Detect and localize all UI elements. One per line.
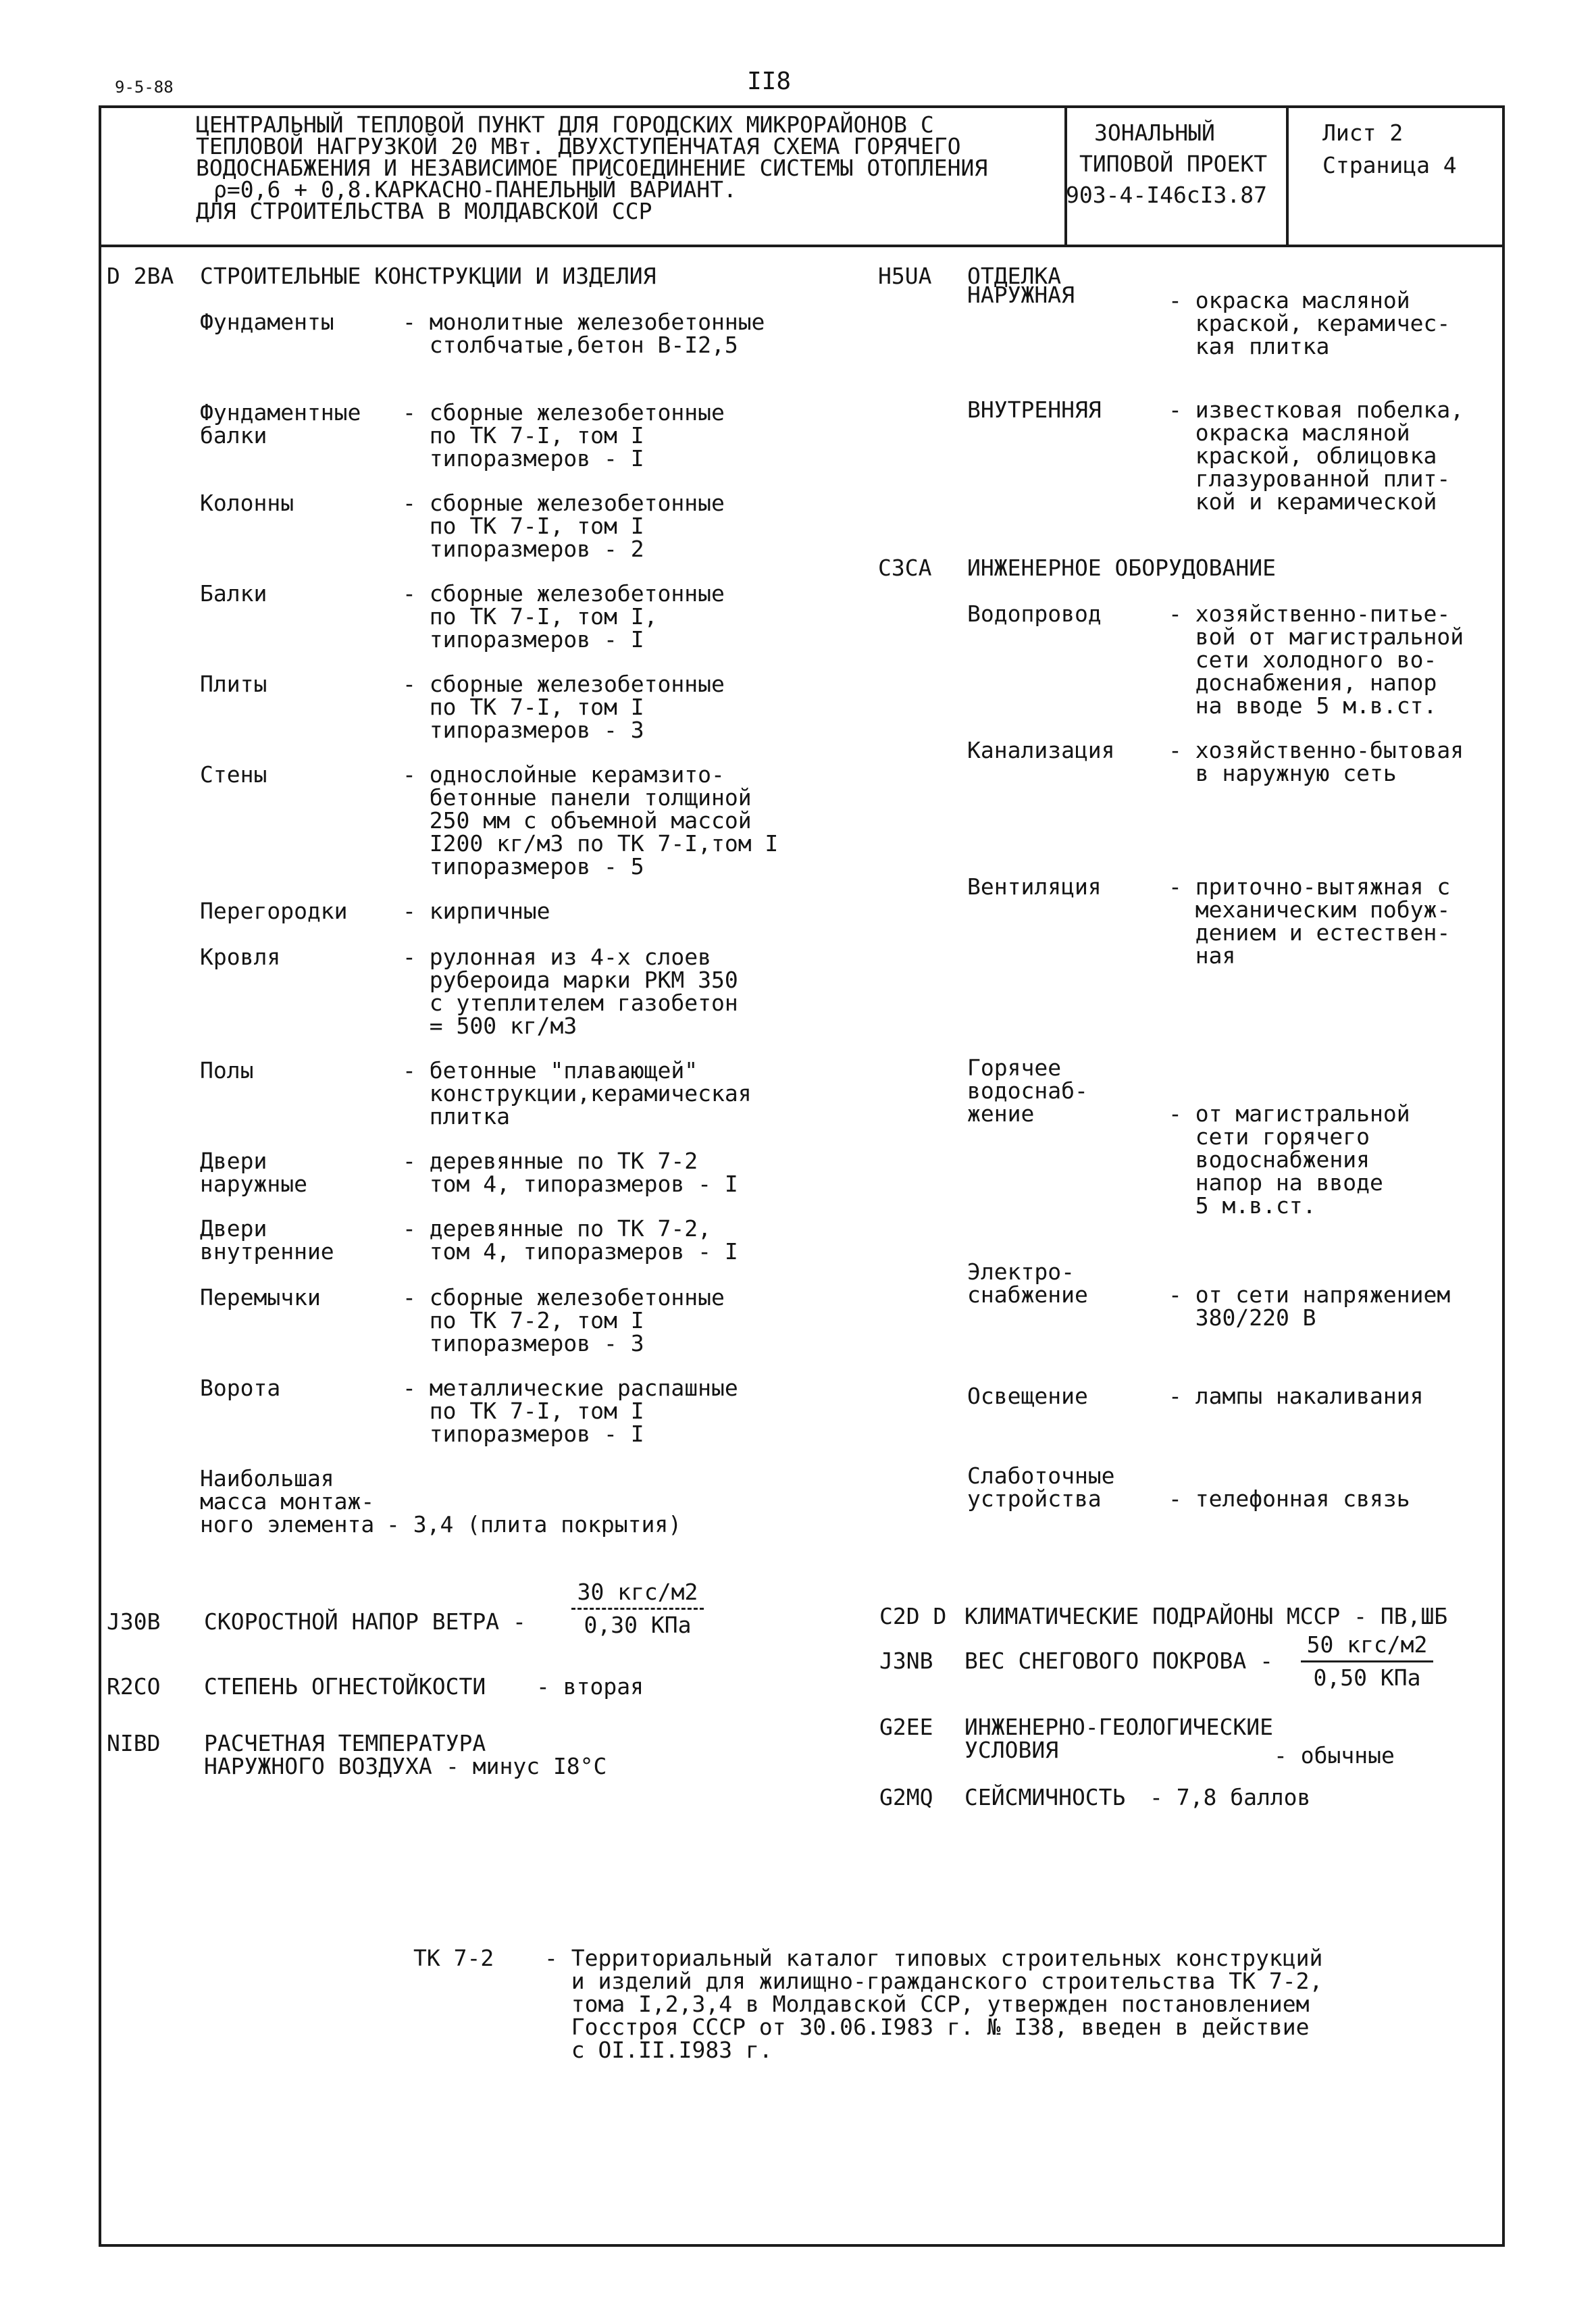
wind-label: СКОРОСТНОЙ НАПОР ВЕТРА - bbox=[204, 1608, 526, 1635]
footnote-term: ТК 7-2 bbox=[413, 1945, 494, 1971]
item-text: - деревянные по ТК 7-2, bbox=[403, 1215, 711, 1242]
item-text: по ТК 7-2, том I bbox=[403, 1307, 644, 1333]
item-label: Электро- bbox=[967, 1259, 1075, 1285]
stamp-title-line: ρ=0,6 + 0,8.КАРКАСНО-ПАНЕЛЬНЫЙ ВАРИАНТ. bbox=[213, 176, 737, 203]
item-text: водоснабжения bbox=[1168, 1146, 1370, 1173]
footnote-line: Госстроя СССР от 30.06.I983 г. № I38, введен в действие bbox=[544, 2014, 1310, 2040]
wind-denominator: 0,30 КПа bbox=[584, 1612, 692, 1638]
finishing-text: краской, облицовка bbox=[1168, 442, 1437, 469]
item-label: Горячее bbox=[967, 1054, 1062, 1081]
item-text: по ТК 7-I, том I, bbox=[403, 603, 658, 630]
item-text: - лампы накаливания bbox=[1168, 1383, 1424, 1409]
section-code: H5UA bbox=[878, 263, 932, 289]
item-label: устройства bbox=[967, 1485, 1102, 1512]
item-label: Кровля bbox=[200, 944, 281, 970]
item-text: - монолитные железобетонные bbox=[403, 309, 765, 335]
page-label: Страница 4 bbox=[1322, 152, 1457, 178]
item-text: на вводе 5 м.в.ст. bbox=[1168, 692, 1437, 719]
item-label: Балки bbox=[200, 580, 267, 607]
item-text: типоразмеров - I bbox=[403, 445, 644, 472]
param-code: G2MQ bbox=[879, 1784, 933, 1810]
item-label: Фундаментные bbox=[200, 399, 361, 426]
temp-label: НАРУЖНОГО ВОЗДУХА bbox=[204, 1753, 432, 1779]
finishing-heading: НАРУЖНАЯ bbox=[967, 282, 1075, 308]
param-code: J3NB bbox=[879, 1648, 933, 1674]
item-text: типоразмеров - 2 bbox=[403, 536, 644, 562]
item-text: - сборные железобетонные bbox=[403, 1284, 725, 1311]
climate-text: КЛИМАТИЧЕСКИЕ ПОДРАЙОНЫ МССР - ПВ,ШБ bbox=[964, 1603, 1448, 1629]
item-text: типоразмеров - 3 bbox=[403, 717, 644, 743]
footnote-line: с OI.II.I983 г. bbox=[544, 2037, 773, 2063]
stamp-bottom-rule bbox=[99, 245, 1505, 247]
item-text: 250 мм с объемной массой bbox=[403, 807, 752, 834]
item-label: Перегородки bbox=[200, 898, 348, 924]
item-label: Стены bbox=[200, 761, 267, 788]
item-text: с утеплителем газобетон bbox=[403, 990, 738, 1016]
item-label: Фундаменты bbox=[200, 309, 334, 335]
item-text: - кирпичные bbox=[403, 898, 550, 924]
item-text: - хозяйственно-бытовая bbox=[1168, 737, 1464, 763]
item-label: Освещение bbox=[967, 1383, 1088, 1409]
item-label: Перемычки bbox=[200, 1284, 321, 1311]
item-text: - деревянные по ТК 7-2 bbox=[403, 1148, 698, 1174]
item-text: плитка bbox=[403, 1103, 510, 1129]
item-text: - рулонная из 4-х слоев bbox=[403, 944, 711, 970]
item-text: том 4, типоразмеров - I bbox=[403, 1238, 738, 1265]
item-label: Вентиляция bbox=[967, 873, 1102, 900]
geo-value: - обычные bbox=[1274, 1742, 1395, 1769]
finishing-text: - известковая побелка, bbox=[1168, 397, 1464, 423]
section-code: C3CA bbox=[878, 555, 932, 581]
project-line: ТИПОВОЙ ПРОЕКТ bbox=[1079, 151, 1268, 177]
item-text: напор на вводе bbox=[1168, 1169, 1383, 1196]
finishing-text: - окраска масляной bbox=[1168, 287, 1410, 313]
param-code: R2CO bbox=[107, 1673, 161, 1700]
item-text: ная bbox=[1168, 942, 1236, 969]
seismic-value: - 7,8 баллов bbox=[1150, 1784, 1311, 1810]
item-text: - однослойные керамзито- bbox=[403, 761, 725, 788]
finishing-heading: ОТДЕЛКА bbox=[967, 263, 1062, 289]
item-text: столбчатые,бетон B-I2,5 bbox=[403, 332, 738, 358]
item-label: Двери bbox=[200, 1215, 267, 1242]
finishing-text: кая плитка bbox=[1168, 333, 1330, 359]
item-text: - сборные железобетонные bbox=[403, 490, 725, 516]
item-text: - бетонные "плавающей" bbox=[403, 1057, 698, 1084]
item-text: - металлические распашные bbox=[403, 1375, 738, 1401]
item-text: - приточно-вытяжная с bbox=[1168, 873, 1451, 900]
item-text: по ТК 7-I, том I bbox=[403, 513, 644, 539]
item-text: механическим побуж- bbox=[1168, 896, 1451, 923]
item-label: Колонны bbox=[200, 490, 294, 516]
item-text: - от сети напряжением bbox=[1168, 1281, 1451, 1308]
item-text: бетонные панели толщиной bbox=[403, 784, 752, 811]
item-text: сети горячего bbox=[1168, 1123, 1370, 1150]
item-text: в наружную сеть bbox=[1168, 760, 1397, 786]
item-text: вой от магистральной bbox=[1168, 624, 1464, 650]
mass-label: масса монтаж- bbox=[200, 1488, 375, 1515]
geo-label: УСЛОВИЯ bbox=[964, 1737, 1059, 1763]
fraction-bar bbox=[1301, 1660, 1433, 1662]
footnote-line: - Территориальный каталог типовых строительных конструкций bbox=[544, 1945, 1323, 1971]
item-text: типоразмеров - I bbox=[403, 626, 644, 653]
item-text: I200 кг/м3 по ТК 7-I,том I bbox=[403, 830, 779, 857]
finishing-text: краской, керамичес- bbox=[1168, 310, 1451, 336]
item-text: по ТК 7-I, том I bbox=[403, 422, 644, 449]
item-text: том 4, типоразмеров - I bbox=[403, 1171, 738, 1197]
item-label: балки bbox=[200, 422, 267, 449]
stamp-title-line: ТЕПЛОВОЙ НАГРУЗКОЙ 20 МВт. ДВУХСТУПЕНЧАТАЯ СХЕМА ГОРЯЧЕГО bbox=[196, 133, 961, 159]
item-text: доснабжения, напор bbox=[1168, 669, 1437, 696]
snow-denominator: 0,50 КПа bbox=[1313, 1664, 1421, 1691]
footnote-line: и изделий для жилищно-гражданского строительства ТК 7-2, bbox=[544, 1968, 1323, 1994]
snow-numerator: 50 кгс/м2 bbox=[1306, 1631, 1428, 1658]
item-text: типоразмеров - 3 bbox=[403, 1330, 644, 1356]
geo-label: ИНЖЕНЕРНО-ГЕОЛОГИЧЕСКИЕ bbox=[964, 1714, 1273, 1740]
item-text: - телефонная связь bbox=[1168, 1485, 1410, 1512]
equipment-heading: ИНЖЕНЕРНОЕ ОБОРУДОВАНИЕ bbox=[967, 555, 1276, 581]
param-code: J30B bbox=[107, 1608, 161, 1635]
item-text: - сборные железобетонные bbox=[403, 671, 725, 697]
item-text: - от магистральной bbox=[1168, 1100, 1410, 1127]
item-text: - хозяйственно-питье- bbox=[1168, 601, 1451, 627]
param-code: G2EE bbox=[879, 1714, 933, 1740]
finishing-text: кой и керамической bbox=[1168, 488, 1437, 515]
param-code: C2D D bbox=[879, 1603, 947, 1629]
stamp-title-line: ДЛЯ СТРОИТЕЛЬСТВА В МОЛДАВСКОЙ ССР bbox=[196, 198, 652, 224]
item-label: наружные bbox=[200, 1171, 307, 1197]
item-label: Двери bbox=[200, 1148, 267, 1174]
item-label: жение bbox=[967, 1100, 1035, 1127]
stamp-title-line: ВОДОСНАБЖЕНИЯ И НЕЗАВИСИМОЕ ПРИСОЕДИНЕНИЕ СИСТЕМЫ ОТОПЛЕНИЯ bbox=[196, 155, 988, 181]
item-text: - сборные железобетонные bbox=[403, 399, 725, 426]
snow-label: ВЕС СНЕГОВОГО ПОКРОВА - bbox=[964, 1648, 1273, 1674]
finishing-inner-label: ВНУТРЕННЯЯ bbox=[967, 397, 1102, 423]
item-label: Слаботочные bbox=[967, 1463, 1115, 1489]
item-label: Канализация bbox=[967, 737, 1115, 763]
item-text: = 500 кг/м3 bbox=[403, 1013, 577, 1039]
item-label: Ворота bbox=[200, 1375, 281, 1401]
item-text: 380/220 В bbox=[1168, 1304, 1316, 1331]
sheet-label: Лист 2 bbox=[1322, 120, 1404, 146]
project-number: 903-4-I46cI3.87 bbox=[1066, 182, 1268, 208]
fire-label: СТЕПЕНЬ ОГНЕСТОЙКОСТИ bbox=[204, 1673, 486, 1700]
item-label: Полы bbox=[200, 1057, 254, 1084]
project-line: ЗОНАЛЬНЫЙ bbox=[1094, 120, 1215, 146]
mass-label: Наибольшая bbox=[200, 1465, 334, 1492]
temp-value: - минус I8°C bbox=[446, 1753, 607, 1779]
snow-fraction bbox=[1301, 1633, 1433, 1689]
stamp-divider-1 bbox=[1064, 105, 1067, 246]
item-text: типоразмеров - 5 bbox=[403, 853, 644, 880]
wind-numerator: 30 кгс/м2 bbox=[577, 1579, 698, 1605]
page-number: II8 bbox=[747, 68, 792, 95]
item-text: 5 м.в.ст. bbox=[1168, 1192, 1316, 1219]
item-text: по ТК 7-I, том I bbox=[403, 1398, 644, 1424]
document-code: 9-5-88 bbox=[115, 78, 174, 97]
stamp-title-line: ЦЕНТРАЛЬНЫЙ ТЕПЛОВОЙ ПУНКТ ДЛЯ ГОРОДСКИХ МИКРОРАЙОНОВ С bbox=[196, 111, 934, 138]
item-label: водоснаб- bbox=[967, 1077, 1088, 1104]
mass-label: ного элемента bbox=[200, 1511, 375, 1537]
item-text: сети холодного во- bbox=[1168, 646, 1437, 673]
wind-fraction bbox=[571, 1581, 704, 1637]
footnote-line: тома I,2,3,4 в Молдавской ССР, утвержден постановлением bbox=[544, 1991, 1310, 2017]
item-text: - сборные железобетонные bbox=[403, 580, 725, 607]
section-heading: СТРОИТЕЛЬНЫЕ КОНСТРУКЦИИ И ИЗДЕЛИЯ bbox=[200, 263, 657, 289]
section-code: D 2BA bbox=[107, 263, 174, 289]
item-text: по ТК 7-I, том I bbox=[403, 694, 644, 720]
item-label: Водопровод bbox=[967, 601, 1102, 627]
stamp-divider-2 bbox=[1286, 105, 1289, 246]
item-label: снабжение bbox=[967, 1281, 1088, 1308]
item-text: конструкции,керамическая bbox=[403, 1080, 752, 1107]
seismic-label: СЕЙСМИЧНОСТЬ bbox=[964, 1784, 1126, 1810]
fire-value: - вторая bbox=[536, 1673, 644, 1700]
item-label: внутренние bbox=[200, 1238, 334, 1265]
item-text: дением и естествен- bbox=[1168, 919, 1451, 946]
temp-label: РАСЧЕТНАЯ ТЕМПЕРАТУРА bbox=[204, 1730, 486, 1756]
param-code: NIBD bbox=[107, 1730, 161, 1756]
finishing-text: глазурованной плит- bbox=[1168, 465, 1451, 492]
item-text: типоразмеров - I bbox=[403, 1421, 644, 1447]
item-text: рубероида марки РКМ 350 bbox=[403, 967, 738, 993]
fraction-bar bbox=[571, 1608, 704, 1610]
item-label: Плиты bbox=[200, 671, 267, 697]
finishing-text: окраска масляной bbox=[1168, 420, 1410, 446]
mass-value: - 3,4 (плита покрытия) bbox=[386, 1511, 682, 1537]
